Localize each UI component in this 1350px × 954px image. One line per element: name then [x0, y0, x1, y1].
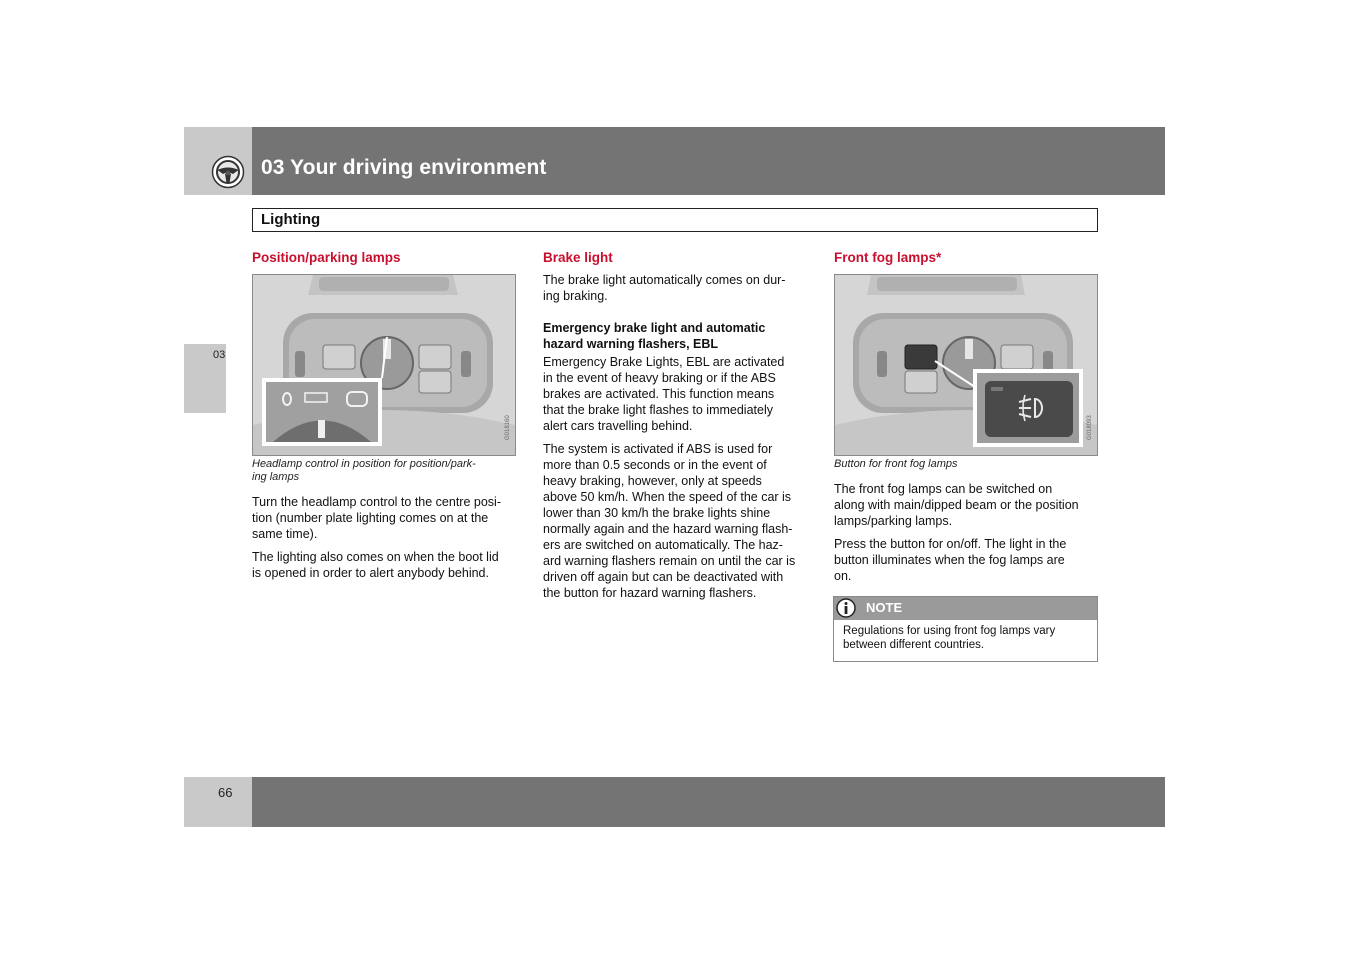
figure-caption-1	[252, 458, 476, 484]
figure-caption-2: Button for front fog lamps	[834, 458, 958, 470]
fog-lamp-button-illustration	[835, 275, 1097, 455]
text-line: ing braking.	[543, 289, 608, 303]
info-icon	[836, 598, 856, 618]
text-line: The front fog lamps can be switched on	[834, 482, 1053, 496]
steering-wheel-icon	[211, 155, 245, 189]
headlamp-control-illustration	[253, 275, 515, 455]
text-line: Emergency brake light and automatic	[543, 321, 766, 335]
text-line: lower than 30 km/h the brake lights shine	[543, 506, 771, 520]
text-line: The brake light automatically comes on dur-	[543, 273, 786, 287]
heading-position-parking-lamps: Position/parking lamps	[252, 250, 401, 265]
text-line: heavy braking, however, only at speeds	[543, 474, 762, 488]
page-number: 66	[218, 785, 233, 800]
figure-code: G018093	[1087, 415, 1093, 440]
text-line: along with main/dipped beam or the position	[834, 498, 1079, 512]
figure-fog-lamp-button	[834, 274, 1098, 456]
text-line: above 50 km/h. When the speed of the car is	[543, 490, 792, 504]
note-text	[843, 624, 1055, 652]
paragraph	[834, 536, 1066, 584]
text-line: Emergency Brake Lights, EBL are activated	[543, 355, 785, 369]
caption-line: ing lamps	[252, 471, 300, 483]
chapter-tab-number: 03	[213, 349, 226, 361]
paragraph	[252, 549, 499, 581]
text-line: tion (number plate lighting comes on at the	[252, 511, 489, 525]
text-line: same time).	[252, 527, 318, 541]
text-line: alert cars travelling behind.	[543, 419, 693, 433]
chapter-title: 03 Your driving environment	[261, 156, 547, 179]
text-line: in the event of heavy braking or if the ABS	[543, 371, 776, 385]
paragraph	[543, 272, 785, 304]
paragraph	[543, 354, 784, 434]
text-line: button illuminates when the fog lamps are	[834, 553, 1065, 567]
text-line: between different countries.	[843, 639, 985, 651]
text-line: The lighting also comes on when the boot lid	[252, 550, 499, 564]
text-line: brakes are activated. This function means	[543, 387, 775, 401]
text-line: the button for hazard warning flashers.	[543, 586, 757, 600]
paragraph	[834, 481, 1079, 529]
text-line: Regulations for using front fog lamps vary	[843, 625, 1056, 637]
text-line: hazard warning flashers, EBL	[543, 337, 719, 351]
text-line: on.	[834, 569, 852, 583]
heading-front-fog-lamps: Front fog lamps*	[834, 250, 942, 265]
figure-headlamp-control	[252, 274, 516, 456]
text-line: driven off again but can be deactivated with	[543, 570, 784, 584]
paragraph	[252, 494, 501, 542]
note-label: NOTE	[866, 600, 903, 615]
subheading-ebl	[543, 320, 765, 352]
section-title: Lighting	[261, 211, 321, 228]
footer-band	[252, 777, 1165, 827]
paragraph	[543, 441, 795, 601]
figure-code: G018160	[505, 415, 511, 440]
heading-brake-light: Brake light	[543, 250, 613, 265]
section-box	[252, 208, 1098, 232]
text-line: more than 0.5 seconds or in the event of	[543, 458, 767, 472]
caption-line: Headlamp control in position for position/park-	[252, 458, 476, 470]
text-line: The system is activated if ABS is used for	[543, 442, 773, 456]
text-line: lamps/parking lamps.	[834, 514, 953, 528]
text-line: Press the button for on/off. The light in the	[834, 537, 1067, 551]
text-line: that the brake light flashes to immediately	[543, 403, 773, 417]
text-line: is opened in order to alert anybody behind.	[252, 566, 489, 580]
text-line: Turn the headlamp control to the centre posi-	[252, 495, 501, 509]
text-line: ers are switched on automatically. The haz-	[543, 538, 783, 552]
text-line: ard warning flashers remain on until the car is	[543, 554, 796, 568]
text-line: normally again and the hazard warning flash-	[543, 522, 793, 536]
